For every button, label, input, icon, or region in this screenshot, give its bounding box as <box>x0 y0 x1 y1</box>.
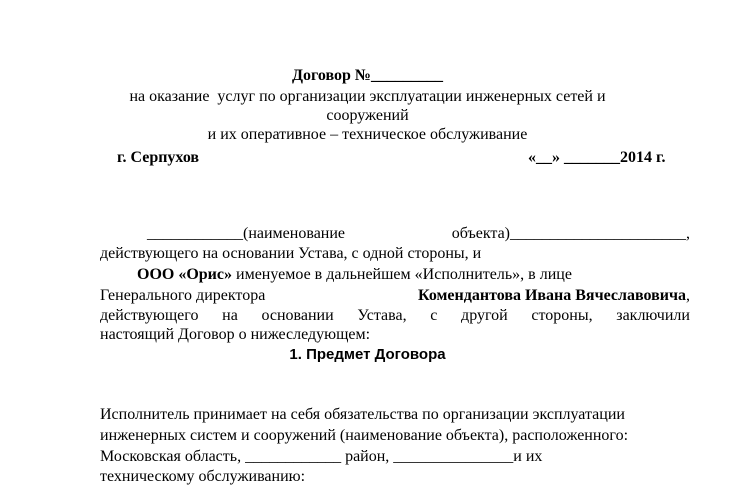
preamble-word: на <box>222 307 238 324</box>
preamble-line2: действующего на основании Устава, с одной стороны, и <box>100 245 482 262</box>
preamble-word: Устава, <box>357 307 407 324</box>
section1-line3: Московская область, ____________ район, _______________и их <box>100 448 543 465</box>
section1-heading: 1. Предмет Договора <box>289 346 446 363</box>
contract-subtitle-line1: на оказание услуг по организации эксплуатации инженерных сетей и <box>129 88 606 105</box>
director-comma: , <box>686 287 690 304</box>
preamble-word: основании <box>261 307 334 324</box>
preamble-word: действующего <box>100 307 199 324</box>
preamble-line4 <box>100 286 690 305</box>
contract-title: Договор №_________ <box>292 67 443 84</box>
preamble-word: заключили <box>616 307 690 324</box>
director-title: Генерального директора <box>100 287 266 304</box>
section1-line2: инженерных систем и сооружений (наименование объекта), расположенного: <box>100 427 629 444</box>
contract-subtitle-line3: и их оперативное – техническое обслуживание <box>207 126 528 143</box>
preamble-object-name: ____________(наименование <box>147 225 346 242</box>
preamble-word: с <box>430 307 438 324</box>
company-name: ООО «Орис» <box>137 266 232 283</box>
preamble-word: стороны, <box>531 307 593 324</box>
section1-line4: техническому обслуживанию: <box>100 468 306 485</box>
preamble-object-blank: объекта)______________________, <box>451 225 690 242</box>
section1-line1: Исполнитель принимает на себя обязательства по организации эксплуатации <box>100 406 625 423</box>
preamble-line6: настоящий Договор о нижеследующем: <box>100 326 371 343</box>
director-name: Комендантова Ивана Вячеславовича <box>418 287 686 304</box>
preamble-line3-rest: именуемое в дальнейшем «Исполнитель», в лице <box>232 266 572 283</box>
director-name-wrap <box>418 286 690 305</box>
preamble-line3 <box>137 265 572 284</box>
preamble-line5 <box>100 306 690 325</box>
contract-subtitle-line2: сооружений <box>326 107 409 124</box>
preamble-line1 <box>147 224 690 243</box>
preamble-word: другой <box>461 307 508 324</box>
contract-date: «__» _______2014 г. <box>528 149 666 166</box>
contract-city: г. Серпухов <box>117 149 200 166</box>
